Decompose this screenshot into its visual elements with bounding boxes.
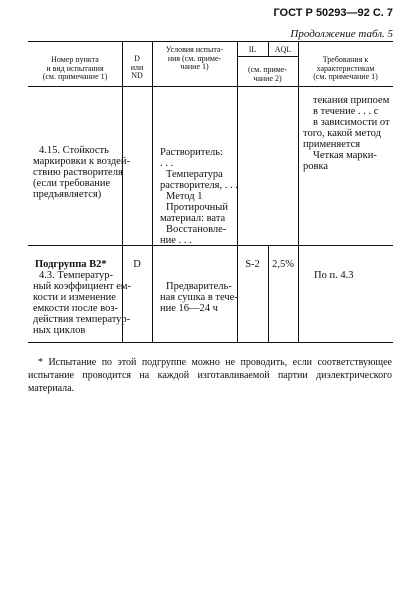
table-bottom-border — [28, 342, 393, 343]
table-row-2-d: D — [133, 259, 141, 270]
subgroup-title: Подгруппа В2* — [35, 259, 107, 270]
header-test-number: Номер пункта и вид испытания (см. примечание 1) — [42, 55, 108, 81]
header-d-nd: D или ND — [130, 54, 144, 80]
col-divider-2 — [152, 41, 153, 342]
table-row-2-test: Подгруппа В2* 4.3. Температур- ный коэффициент ем- кости и изменение емкости после воз- действия температур- ных циклов — [33, 259, 132, 336]
page-header: ГОСТ Р 50293—92 С. 7 — [273, 7, 393, 19]
header-test-conditions: Условия испыта- ния (см. приме- чание 1) — [165, 45, 224, 71]
table-row-1-test: 4.15. Стойкость маркировки к воздей- ствию растворителя (если требование предъявляется) — [33, 145, 130, 200]
table-row-1-conditions: Растворитель: . . . Температура растворителя, . . . Метод 1 Протирочный материал: вата Восстановле- ние . . . — [160, 147, 238, 246]
footnote: * Испытание по этой подгруппе можно не проводить, если соответствующее испытание проводится на каждой изготавливаемой партии диэлектрического материала. — [28, 357, 392, 394]
table-row-2-requirements: По п. 4.3 — [314, 270, 354, 281]
table-row-2-conditions: Предваритель- ная сушка в тече- ние 16—24 ч — [160, 281, 238, 314]
header-il-aql-note: (см. приме- чание 2) — [247, 65, 288, 83]
table-row-2-aql: 2,5% — [272, 259, 294, 270]
table-continuation-label: Продолжение табл. 5 — [290, 28, 393, 40]
table-top-border — [28, 41, 393, 42]
header-il: IL — [248, 45, 257, 54]
il-aql-separator — [237, 56, 298, 57]
table-header-bottom-border — [28, 86, 393, 87]
header-requirements: Требования к характеристикам (см. примечание 1) — [313, 55, 378, 81]
table-row-2-il: S-2 — [245, 259, 260, 270]
table-row-1-requirements: текания припоем в течение . . . с в зависимости от того, какой метод применяется Четкая марки- ровка — [303, 95, 390, 172]
col-divider-4 — [298, 41, 299, 342]
header-aql: AQL — [274, 45, 292, 54]
